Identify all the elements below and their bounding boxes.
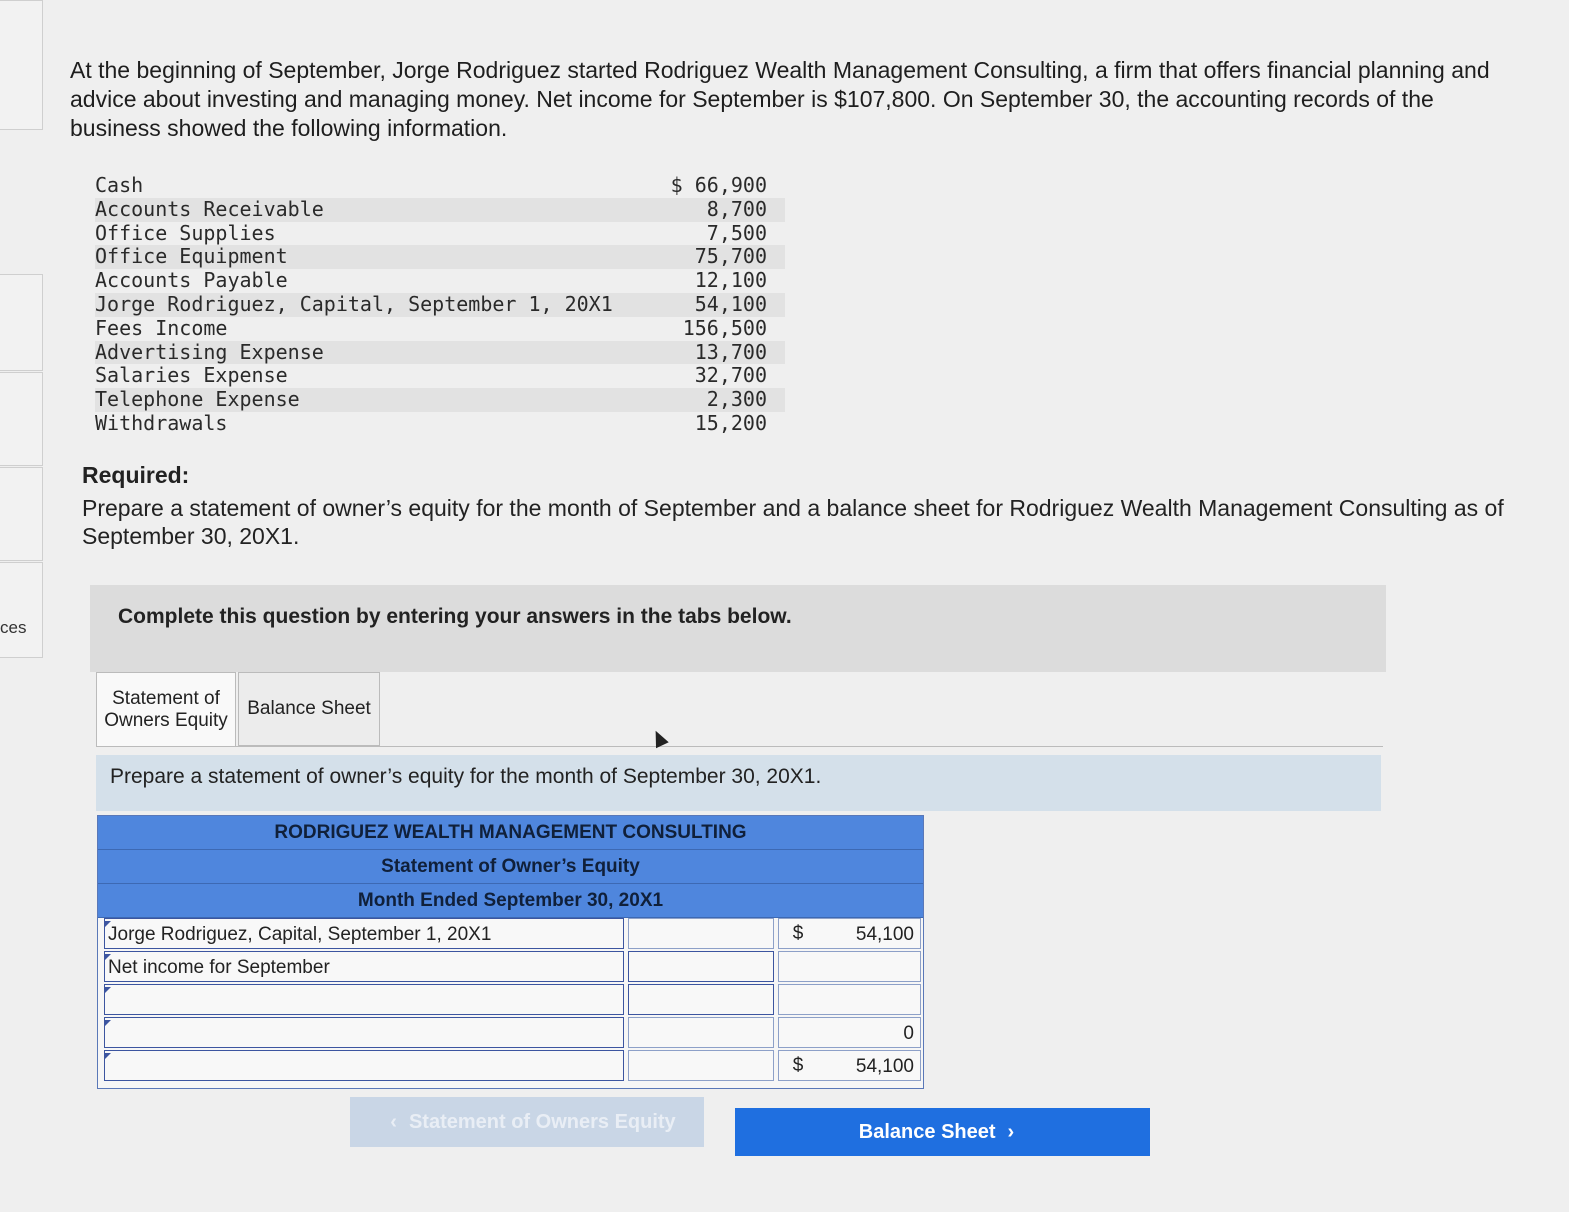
rail-panel-2	[0, 274, 43, 371]
account-list	[95, 174, 785, 436]
list-item: Cash $ 66,900	[95, 173, 767, 197]
required-text: Prepare a statement of owner’s equity for the month of September and a balance sheet for Rodriguez Wealth Management Consulting as of September 30, 20X1.	[82, 495, 1504, 549]
row-2-dollar-sign	[778, 951, 818, 982]
list-item: Office Equipment 75,700	[95, 245, 785, 269]
row-2-label-field[interactable]: Net income for September	[104, 951, 624, 982]
row-5-label-field[interactable]	[104, 1050, 624, 1081]
required-heading: Required:	[82, 462, 190, 488]
statement-period: Month Ended September 30, 20X1	[98, 884, 923, 918]
row-4-dollar-sign	[778, 1017, 818, 1048]
rail-panel-5[interactable]	[0, 562, 43, 658]
row-5-total-field[interactable]: 54,100	[778, 1050, 921, 1081]
row-2-amount-field[interactable]	[628, 951, 774, 982]
list-item: Accounts Receivable 8,700	[95, 198, 785, 222]
rail-label: ces	[0, 618, 27, 637]
prev-tab-button[interactable]: ‹ Statement of Owners Equity	[350, 1097, 704, 1147]
row-5-amount-field[interactable]	[628, 1050, 774, 1081]
dropdown-marker-icon	[105, 1020, 111, 1026]
row-3-label-field[interactable]	[104, 984, 624, 1015]
list-item: Office Supplies 7,500	[95, 220, 767, 245]
tab-instruction: Prepare a statement of owner’s equity for the month of September 30, 20X1.	[110, 765, 822, 788]
problem-intro: At the beginning of September, Jorge Rodriguez started Rodriguez Wealth Management Consulting, a firm that offers financial planning and advice about investing and managing money. Net income for September is $107,800. On September 30, the accounting records of the business showed the following information.	[70, 57, 1490, 141]
instructions-banner	[90, 585, 1386, 672]
dropdown-marker-icon	[105, 1053, 111, 1059]
statement-company-name: RODRIGUEZ WEALTH MANAGEMENT CONSULTING	[98, 816, 923, 850]
tab-statement-of-owners-equity[interactable]: Statement of Owners Equity	[96, 672, 236, 747]
list-item: Fees Income 156,500	[95, 315, 767, 340]
list-item: Withdrawals 15,200	[95, 410, 767, 435]
row-1-amount-field[interactable]	[628, 918, 774, 949]
statement-title: Statement of Owner’s Equity	[98, 850, 923, 884]
rail-panel-4	[0, 467, 43, 561]
row-1-label-field[interactable]: Jorge Rodriguez, Capital, September 1, 20X1	[104, 918, 624, 949]
row-5-dollar-sign: $	[792, 1055, 804, 1076]
row-1-total-field[interactable]: 54,100	[778, 918, 921, 949]
list-item: Advertising Expense 13,700	[95, 341, 785, 365]
chevron-left-icon: ‹	[390, 1110, 397, 1133]
row-1-dollar-sign: $	[792, 923, 804, 944]
tab-divider	[96, 746, 1383, 747]
left-rail	[0, 0, 44, 660]
next-tab-button[interactable]: Balance Sheet ›	[735, 1108, 1150, 1156]
banner-text: Complete this question by entering your answers in the tabs below.	[118, 605, 792, 628]
row-4-label-field[interactable]	[104, 1017, 624, 1048]
list-item: Jorge Rodriguez, Capital, September 1, 20X1 54,100	[95, 293, 785, 317]
rail-panel-3	[0, 372, 43, 466]
chevron-right-icon: ›	[1007, 1120, 1015, 1143]
list-item: Accounts Payable 12,100	[95, 268, 767, 293]
dropdown-marker-icon	[105, 921, 111, 927]
tab-instruction-bar	[96, 755, 1381, 811]
row-3-dollar-sign	[778, 984, 818, 1015]
list-item: Telephone Expense 2,300	[95, 388, 785, 412]
dropdown-marker-icon	[105, 987, 111, 993]
row-4-total-field[interactable]: 0	[778, 1017, 921, 1048]
statement-of-owners-equity-form	[97, 815, 924, 1089]
list-item: Salaries Expense 32,700	[95, 363, 767, 388]
tab-balance-sheet[interactable]: Balance Sheet	[238, 672, 380, 746]
rail-panel-1	[0, 0, 43, 130]
row-4-amount-field[interactable]	[628, 1017, 774, 1048]
row-3-amount-field[interactable]	[628, 984, 774, 1015]
dropdown-marker-icon	[105, 954, 111, 960]
